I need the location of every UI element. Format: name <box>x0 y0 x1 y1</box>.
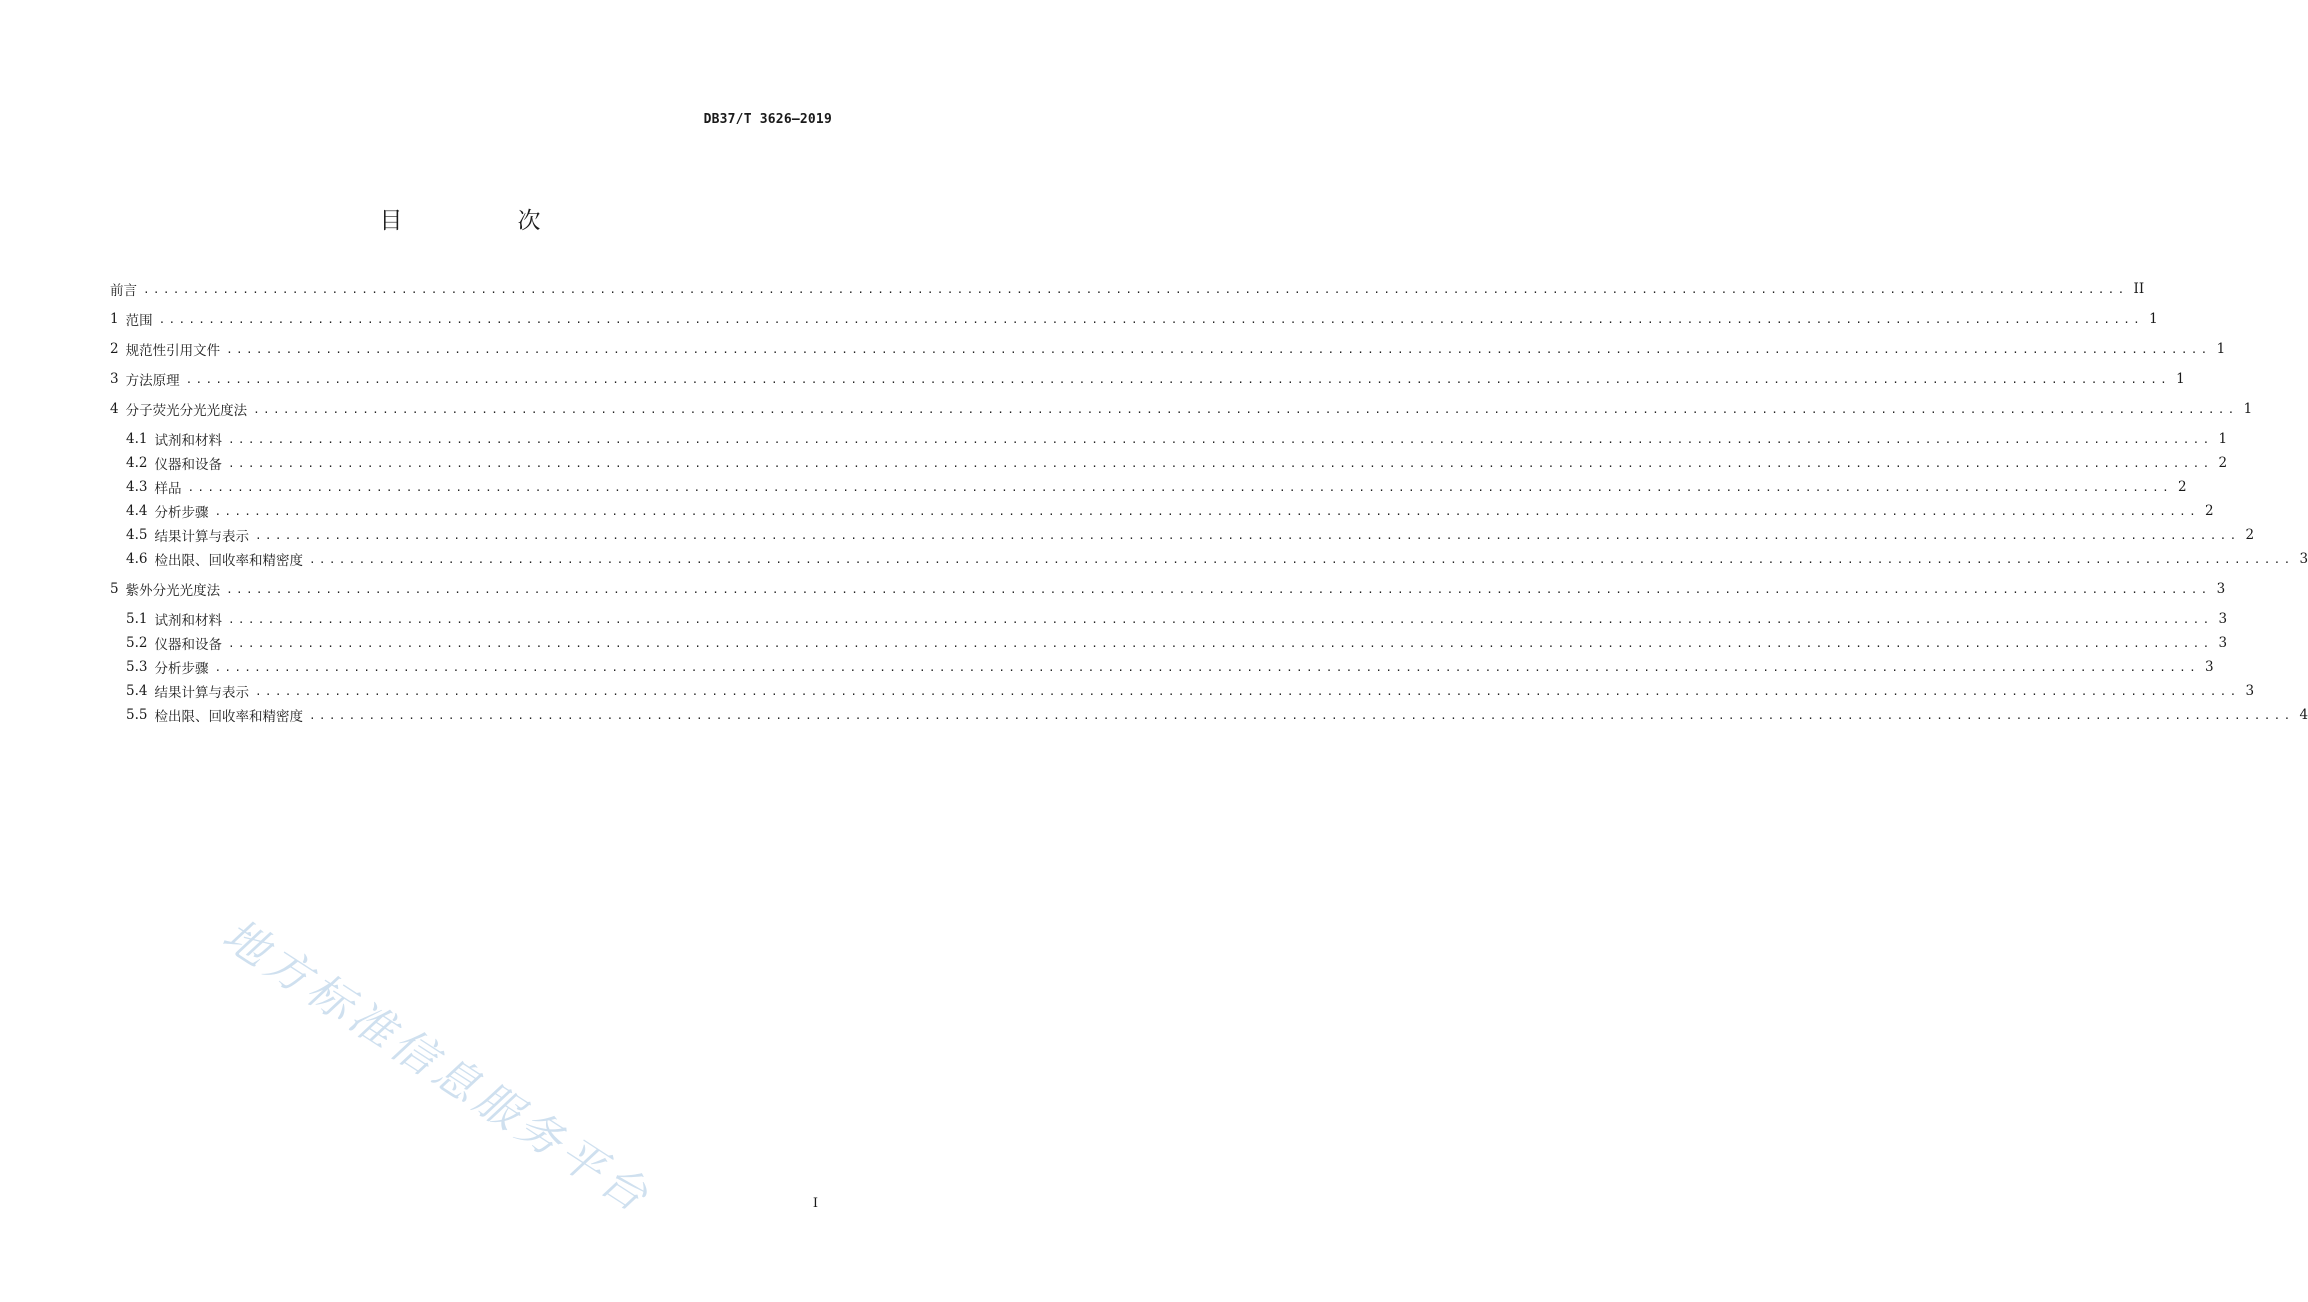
toc-entry-label: 试剂和材料 <box>154 433 222 449</box>
toc-entry[interactable] <box>110 578 2226 600</box>
toc-entry-number: 4 <box>110 401 119 417</box>
toc-leader-dots: ........................................................................................................................................................................................................ <box>226 582 2211 596</box>
toc-entry[interactable] <box>126 548 2308 570</box>
watermark: 地方标准信息服务平台 <box>213 909 661 1225</box>
toc-entry-number: 1 <box>110 311 119 327</box>
toc-entry-page: 2 <box>2205 503 2214 519</box>
toc-entry-label: 检出限、回收率和精密度 <box>154 709 303 725</box>
toc-entry-label: 结果计算与表示 <box>154 529 249 545</box>
toc-entry-number: 2 <box>110 341 119 357</box>
toc-entry[interactable] <box>126 500 2214 522</box>
toc-entry-label: 分析步骤 <box>154 661 209 677</box>
toc-entry[interactable] <box>126 656 2214 678</box>
toc-entry-label: 范围 <box>125 313 153 329</box>
toc-leader-dots: ........................................................................................................................................................................................................ <box>254 528 2240 542</box>
toc-entry-label: 仪器和设备 <box>154 637 222 653</box>
toc-leader-dots: ........................................................................................................................................................................................................ <box>185 372 2171 386</box>
toc-entry[interactable] <box>126 704 2308 726</box>
toc-entry-number: 5 <box>110 581 119 597</box>
toc-entry-label: 方法原理 <box>125 373 180 389</box>
toc-entry-label: 仪器和设备 <box>154 457 222 473</box>
toc-entry-number: 4.2 <box>126 455 148 471</box>
toc-entry-number: 5.2 <box>126 635 148 651</box>
toc-entry[interactable] <box>110 368 2185 390</box>
page-number: I <box>812 1196 818 1211</box>
toc-entry-number: 4.5 <box>126 527 148 543</box>
toc-entry-label: 结果计算与表示 <box>154 685 249 701</box>
toc-entry-label: 检出限、回收率和精密度 <box>154 553 303 569</box>
toc-entry-number: 4.3 <box>126 479 148 495</box>
toc-entry-page: 3 <box>2205 659 2214 675</box>
toc-entry-label: 分子荧光分光光度法 <box>125 403 248 419</box>
toc-leader-dots: ........................................................................................................................................................................................................ <box>227 432 2213 446</box>
toc-entry-number: 4.6 <box>126 551 148 567</box>
toc-entry[interactable] <box>110 278 2145 300</box>
toc-entry[interactable] <box>110 308 2158 330</box>
toc-entry-label: 紫外分光光度法 <box>125 583 221 599</box>
toc-entry-page: 2 <box>2218 455 2228 471</box>
toc-entry[interactable] <box>126 608 2228 630</box>
toc-leader-dots: ........................................................................................................................................................................................................ <box>227 456 2213 470</box>
toc-entry-number: 4.4 <box>126 503 148 519</box>
toc-entry[interactable] <box>126 428 2228 450</box>
toc-entry-page: 2 <box>2245 527 2255 543</box>
toc-entry[interactable] <box>126 476 2187 498</box>
toc-entry-page: II <box>2133 281 2145 297</box>
toc-entry[interactable] <box>126 632 2228 654</box>
toc-entry[interactable] <box>126 680 2255 702</box>
toc-entry-label: 试剂和材料 <box>154 613 222 629</box>
toc-entry-number: 5.3 <box>126 659 148 675</box>
toc-leader-dots: ........................................................................................................................................................................................................ <box>254 684 2240 698</box>
toc-entry-page: 1 <box>2218 431 2228 447</box>
toc-leader-dots: ........................................................................................................................................................................................................ <box>227 636 2213 650</box>
toc-entry[interactable] <box>126 524 2255 546</box>
toc-entry-page: 3 <box>2299 551 2308 567</box>
toc-entry-label: 样品 <box>154 481 182 497</box>
toc-entry[interactable] <box>110 398 2253 420</box>
toc-entry-label: 规范性引用文件 <box>125 343 221 359</box>
toc-entry[interactable] <box>110 338 2226 360</box>
toc-entry-number: 3 <box>110 371 119 387</box>
toc-leader-dots: ........................................................................................................................................................................................................ <box>143 282 2128 296</box>
toc-leader-dots: ........................................................................................................................................................................................................ <box>226 342 2211 356</box>
standard-code: DB37/T 3626—2019 <box>703 112 832 127</box>
toc-entry-page: 1 <box>2176 371 2185 387</box>
toc-entry-page: 3 <box>2245 683 2255 699</box>
toc-entry-page: 3 <box>2216 581 2226 597</box>
toc-leader-dots: ........................................................................................................................................................................................................ <box>187 480 2172 494</box>
toc-leader-dots: ........................................................................................................................................................................................................ <box>308 708 2294 722</box>
toc-entry-number: 5.5 <box>126 707 148 723</box>
toc-entry-page: 3 <box>2218 611 2228 627</box>
toc-entry-page: 1 <box>2149 311 2158 327</box>
toc-entry-number: 5.4 <box>126 683 148 699</box>
toc-leader-dots: ........................................................................................................................................................................................................ <box>214 504 2199 518</box>
toc-entry[interactable] <box>126 452 2228 474</box>
toc-title: 目 次 <box>379 208 587 234</box>
toc-leader-dots: ........................................................................................................................................................................................................ <box>158 312 2144 326</box>
toc-leader-dots: ........................................................................................................................................................................................................ <box>227 612 2213 626</box>
toc-leader-dots: ........................................................................................................................................................................................................ <box>308 552 2294 566</box>
toc-leader-dots: ........................................................................................................................................................................................................ <box>214 660 2199 674</box>
toc-entry-page: 1 <box>2243 401 2253 417</box>
toc-entry-page: 2 <box>2178 479 2187 495</box>
toc-entry-page: 4 <box>2299 707 2308 723</box>
toc-entry-page: 3 <box>2218 635 2228 651</box>
toc-entry-number: 5.1 <box>126 611 148 627</box>
toc-entry-label: 前言 <box>110 283 137 299</box>
toc-entry-page: 1 <box>2216 341 2226 357</box>
toc-leader-dots: ........................................................................................................................................................................................................ <box>253 402 2238 416</box>
toc-entry-label: 分析步骤 <box>154 505 209 521</box>
toc-entry-number: 4.1 <box>126 431 148 447</box>
